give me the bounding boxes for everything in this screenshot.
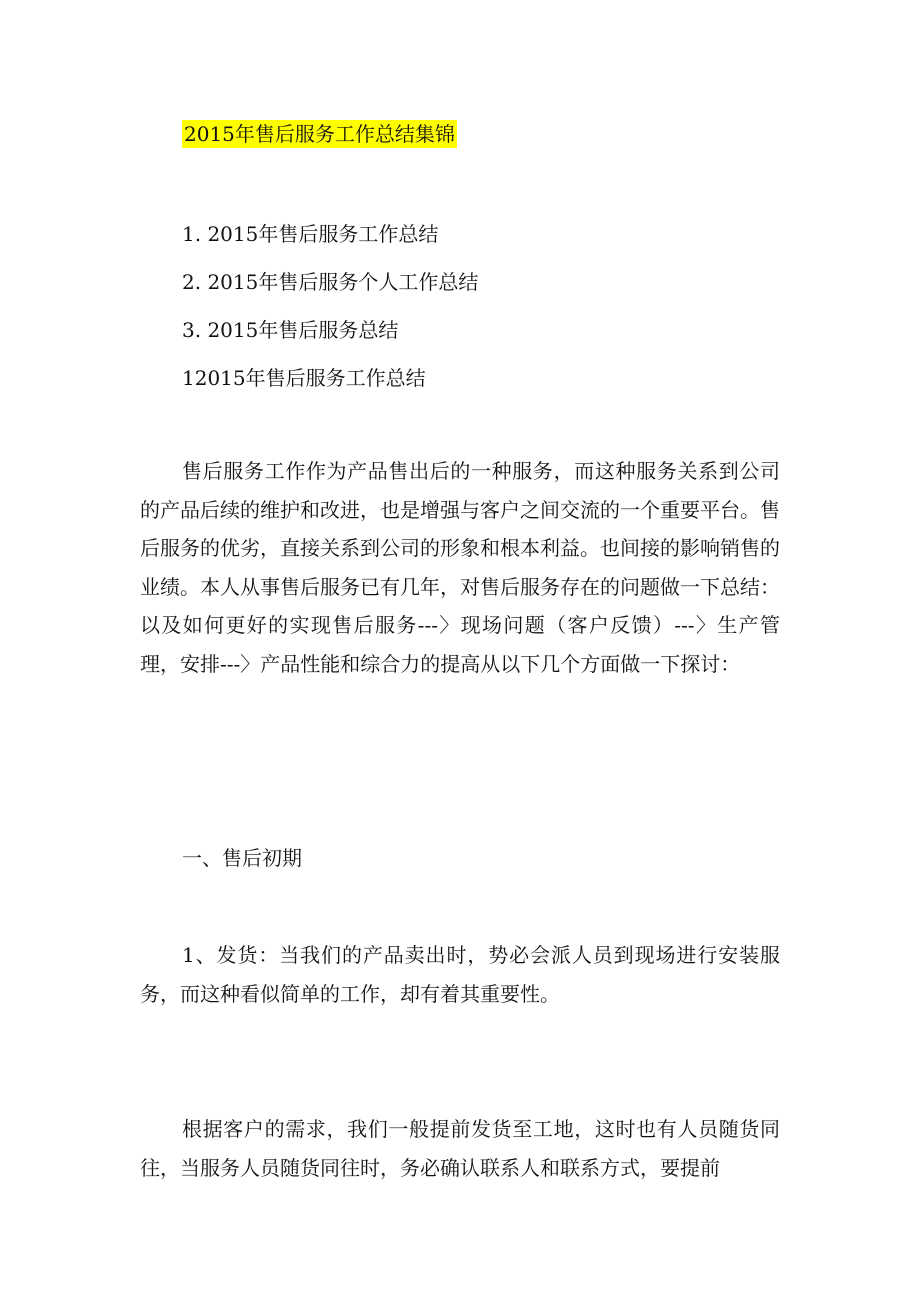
toc-item-1: 1. 2015年售后服务工作总结 xyxy=(182,222,439,246)
intro-paragraph: 售后服务工作作为产品售出后的一种服务，而这种服务关系到公司的产品后续的维护和改进，也是增强与客户之间交流的一个重要平台。售后服务的优劣，直接关系到公司的形象和根本利益。也间接的影响销售的业绩。本人从事售后服务已有几年，对售后服务存在的问题做一下总结：以及如何更好的实现售后服务---〉现场问题（客户反馈）---〉生产管理，安排---〉产品性能和综合力的提高从以下几个方面做一下探讨： xyxy=(140,459,780,676)
table-of-contents xyxy=(182,216,478,408)
section-heading: 一、售后初期 xyxy=(182,846,302,870)
toc-item-2: 2. 2015年售后服务个人工作总结 xyxy=(182,270,479,294)
shipping-paragraph: 1、发货：当我们的产品卖出时，势必会派人员到现场进行安装服务，而这种看似简单的工作，却有着其重要性。 xyxy=(140,943,780,1006)
toc-item-4: 12015年售后服务工作总结 xyxy=(182,366,426,390)
document-title xyxy=(182,118,457,150)
toc-item-3: 3. 2015年售后服务总结 xyxy=(182,318,399,342)
delivery-paragraph: 根据客户的需求，我们一般提前发货至工地，这时也有人员随货同往，当服务人员随货同往时，务必确认联系人和联系方式，要提前 xyxy=(140,1117,780,1180)
document-title-text: 2015年售后服务工作总结集锦 xyxy=(184,122,455,146)
